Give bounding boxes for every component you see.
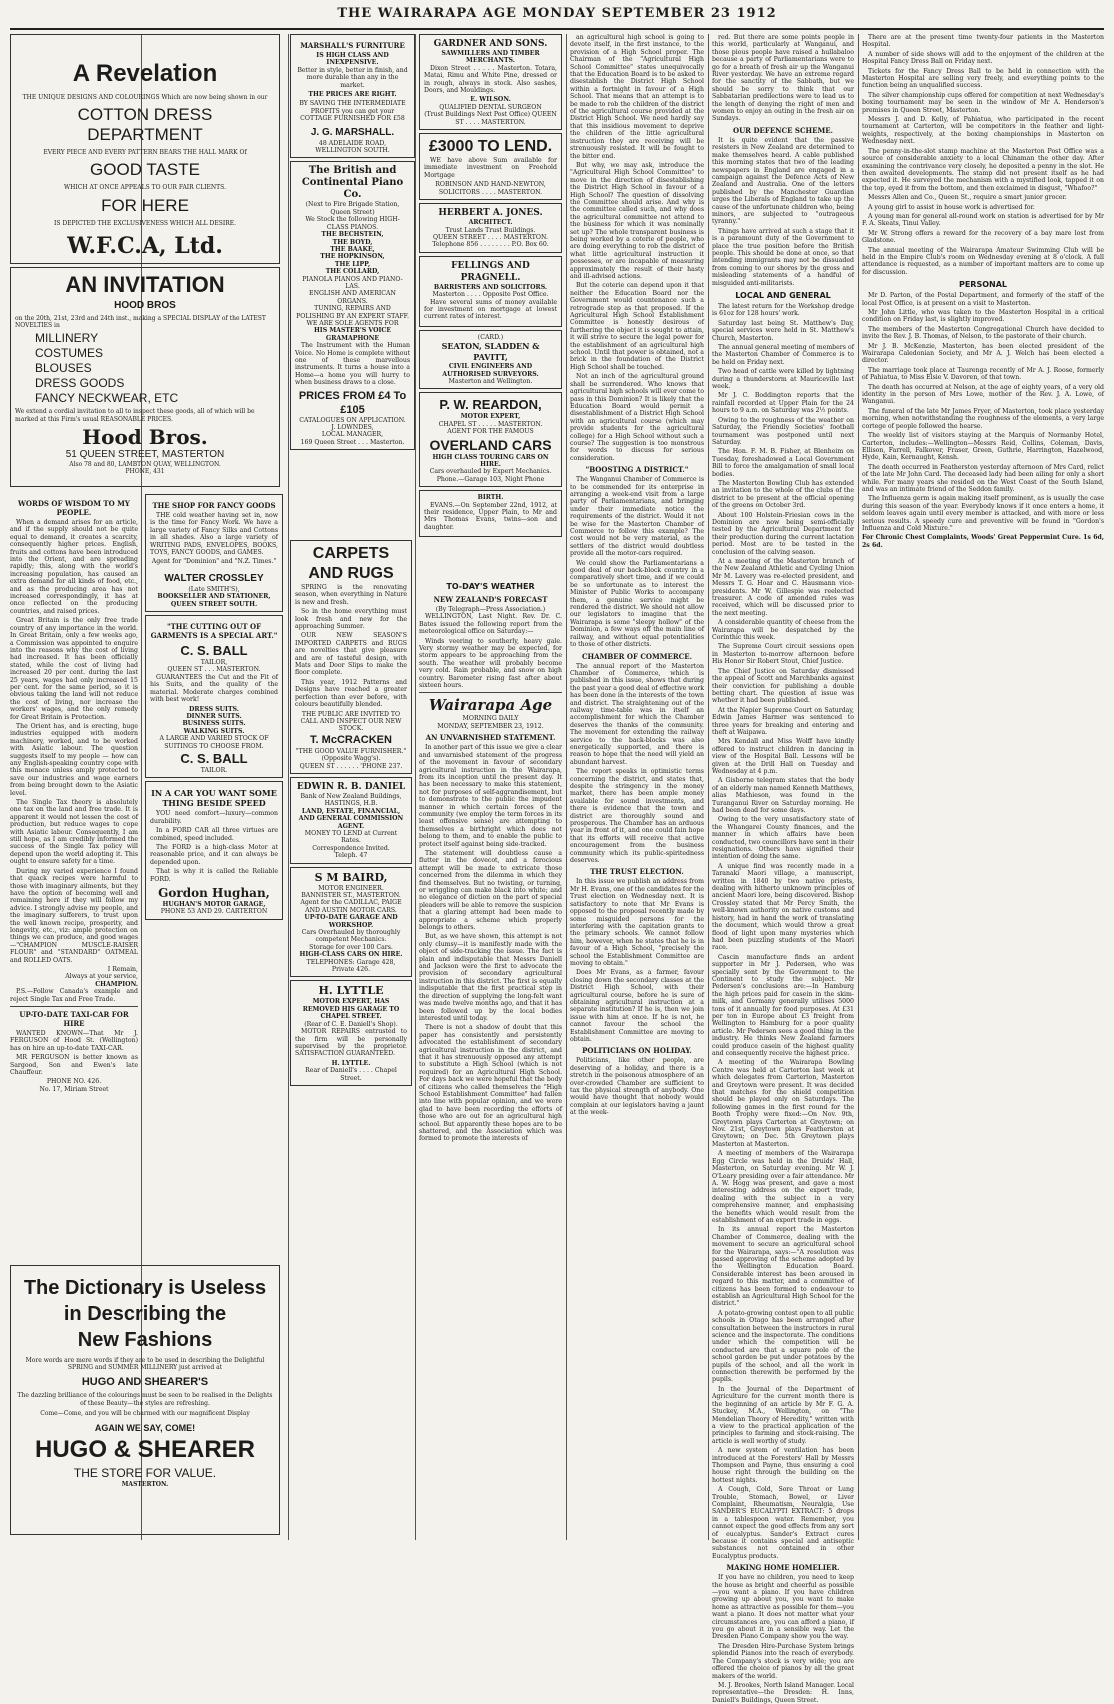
reardon-addr: CHAPEL ST . . . . . MASTERTON. <box>438 420 543 428</box>
taxi-addr: No. 17, Miriam Street <box>39 1085 109 1093</box>
ball-tailor: TAILOR, <box>200 659 228 667</box>
piano-body: The Instrument with the Human Voice. No Home is complete without one of these marvellous instruments. It turns a house into a Home—a home you will hurry to when business draws to a close. <box>295 342 410 387</box>
fancy-late: (Late SMITH'S), <box>188 585 240 593</box>
news-item: A young man for general all-round work on station is advertised for by Mr F. A. Skeats, Tinui Valley. <box>862 212 1104 228</box>
reardon-ad <box>419 392 562 487</box>
news-item: Mrs Kendall and Miss Wolff have kindly offered to instruct children in dancing in view of the Hospital Ball. Lessons will be given at the Drill Hall on Tuesday and Wednesday at 4 p.m. <box>712 738 854 775</box>
news-item: The Dresden Hire-Purchase System brings splendid Pianos into the reach of everybody. The Company's stock is very wide; you are offered the choice of pianos by all the great makers of the world. <box>712 1642 854 1680</box>
wisdom-sign: CHAMPION. <box>95 980 138 988</box>
lyttle-name: H. LYTTLE. <box>331 1059 371 1067</box>
gardner-title: GARDNER AND SONS. <box>433 39 548 49</box>
revelation-title: A Revelation <box>72 60 218 87</box>
carpets-body: SPRING is the renovating season, when everything in Nature is new and fresh. <box>295 584 407 606</box>
news-item: The Supreme Court circuit sessions open in Masterton to-morrow afternoon before His Honor Sir Robert Stout, Chief Justice. <box>712 643 854 666</box>
news-item: Two head of cattle were killed by lightning during a thunderstorm at Mauriceville last week. <box>712 368 854 391</box>
marshall-title: MARSHALL'S FURNITURE <box>300 41 405 50</box>
column-divider <box>566 34 567 1540</box>
dictionary-brand: HUGO & SHEARER <box>34 1436 256 1464</box>
news-item: A young girl to assist in house work is advertised for. <box>868 203 1035 211</box>
carpets-name: T. McCRACKEN <box>310 733 392 746</box>
car-body: In a FORD CAR all three virtues are combined, speed included. <box>150 827 278 842</box>
news-item: The annual meeting of the Wairarapa Amateur Swimming Club will be held in the Empire Club's room on Wednesday evening at 8 o'clock. A full attendance is requested, as a number of important matters are to come up for discussion. <box>862 246 1104 276</box>
taxi-title: UP-TO-DATE TAXI-CAR FOR HIRE <box>19 1010 129 1028</box>
jones-sub: ARCHITECT. <box>468 219 513 227</box>
taxi-body: WANTED KNOWN—That Mr J. FERGUSON of Hood St. (Wellington) has on hire an up-to-date TAXI-CAR. <box>10 1030 138 1052</box>
article-paragraph: But the coterie can depend upon it that neither the Education Board nor the Government would countenance such a retrograde step as that proposed. If the Agricultural High School Establishment Committee is honestly desirous of furthering the object it is sought to attain, it will strive to secure the legal power for the establishment of an agricultural high school. Until that power is obtained, not a brick in the foundation of the District High School shall be touched. <box>570 282 704 371</box>
local-general-heading: LOCAL AND GENERAL <box>735 291 831 300</box>
news-item: A meeting of members of the Wairarapa Egg Circle was held in the Druids' Hall, Masterton, on Saturday evening. Mr W. J. O'Leary presiding over a fair attendance. Mr A. W. Hogg was present, and gave a most interesting address on the export trade, dealing with the subject in a very comprehensive manner, and emphasising the benefits which would result from the establishment of an export trade in eggs. <box>712 1150 854 1224</box>
dictionary-title: The Dictionary is Useless <box>23 1277 267 1299</box>
invitation-item: DRESS GOODS <box>35 376 125 391</box>
news-item: In the Journal of the Department of Agriculture for the current month there is the beginning of an article by Mr F. G. A. Stuckey, M.A., Wellington, on "The Mendelian Theory of Heredity," written with a view to the practical application of the principles to farming and stock-raising. The article is well worthy of study. <box>712 1385 854 1445</box>
car-body: That is why it is called the Reliable FORD. <box>150 868 278 883</box>
news-item: The marriage took place at Taurenga recently of Mr A. J. Roose, formerly of Pahiatua, to Miss Elsie V. Davoren, of that town. <box>862 366 1104 382</box>
column-6 <box>712 34 854 1704</box>
news-item: A number of side shows will add to the enjoyment of the children at the Hospital Fancy Dress Ball on Friday next. <box>862 50 1104 66</box>
column-divider <box>858 34 859 1540</box>
news-item: Owing to the very unsatisfactory state of the Whangarei County finances, and the manner in which affairs have been conducted, two councillors have sent in their resignations. Others have signified their intention of doing the same. <box>712 816 854 861</box>
daniel-tel: Teleph. 47 <box>334 852 368 860</box>
divider <box>419 692 562 693</box>
dictionary-town: MASTERTON. <box>121 1481 169 1489</box>
reardon-body: HIGH CLASS TOURING CARS ON HIRE. <box>432 453 549 468</box>
lyttle-rear: (Rear of C. E. Daniell's Shop). <box>304 1020 398 1028</box>
piano-stock: We Stock the following HIGH-CLASS PIANOS. <box>305 216 400 231</box>
dictionary-body: More words are mere words if they are to be used in describing the Delightful SPRING and SUMMER MILLINERY just arrived at <box>25 1357 265 1372</box>
baird-sub: MOTOR ENGINEER. <box>318 884 384 892</box>
news-item: A considerable quantity of cheese from the Wairarapa will be despatched by the Corinthic this week. <box>712 619 854 642</box>
reardon-agent: AGENT FOR THE FAMOUS <box>447 428 534 436</box>
baird-ad <box>290 867 412 978</box>
ball-body: GUARANTEES the Cut and the Fit of his Suits, and the quality of the material. Moderate charges combined with best work! <box>150 673 278 704</box>
piano-line: HIS MASTER'S VOICE GRAMAPHONE <box>313 327 392 342</box>
ball-tailor: TAILOR. <box>200 766 228 774</box>
article-paragraph: Politicians, like other people, are deserving of a holiday, and there is a stretch in the poisonous atmosphere of an over-crowded Chamber are sufficient to tax the physical strength of anybody. One would have thought that nobody would complain at our legislators having a jaunt at the week- <box>570 1057 704 1117</box>
marshall-line: BY SAVING THE INTERMEDIATE PROFITS you can get your COTTAGE FURNISHED FOR £58 <box>299 100 406 123</box>
gardner-body: Dixon Street . . . . . Masterton. Totara, Matai, Rimu and White Pine, dressed or in rough, always in stock. Also sashes, Doors, and Mouldings. <box>424 64 557 95</box>
weather-paragraph: WELLINGTON, Last Night. Rev. Dr. C. Bates issued the following report from the meteorological office on Saturday:— <box>419 613 562 636</box>
birth-title: BIRTH. <box>477 494 504 502</box>
wisdom-sign: Always at your service, <box>65 973 138 981</box>
revelation-sub: THE UNIQUE DESIGNS AND COLOURINGS Which are now being shown in our <box>22 94 268 101</box>
news-item: The death has occurred at Nelson, at the age of eighty years, of a very old identity in the person of Mrs Lowe, mother of the Rev. J. A. Lowe, of Wanganui. <box>862 383 1104 406</box>
dictionary-shop: HUGO AND SHEARER'S <box>81 1376 209 1389</box>
article-heading: "BOOSTING A DISTRICT." <box>585 465 689 475</box>
article-heading: THE TRUST ELECTION. <box>590 867 684 877</box>
seaton-ad <box>419 330 562 390</box>
dictionary-again: AGAIN WE SAY, COME! <box>94 1423 196 1434</box>
carpets-tag: "THE GOOD VALUE FURNISHER." <box>295 747 407 755</box>
news-item: The Masterton Bowling Club has extended an invitation to the whole of the clubs of the district to be present at the official opening of the greens on October 3rd. <box>712 479 854 510</box>
editorial-paragraph: There is not a shadow of doubt that this paper has consistently and persistently advocated the establishment of secondary agricultural instruction in the district, and that it has strenuously opposed any attempt to substitute a High School (which is not required) for an Agricultural High School. For days back we were hopeful that the body of citizens who called themselves the "High School Establishment Committee" had fallen into line with popular opinion, and we were glad to have been recording the efforts of those who are out for an agricultural high school. But apparently these hopes are to be shattered, and the Association which was formed to promote the interests of <box>419 1024 562 1143</box>
news-item: For Chronic Chest Complaints, Woods' Great Peppermint Cure. 1s 6d, 2s 6d. <box>862 534 1104 549</box>
piano-title: The British and Continental Piano Co. <box>301 165 404 201</box>
piano-line: WE ARE SOLE AGENTS FOR <box>306 319 399 327</box>
pragnell-ad <box>419 256 562 327</box>
news-item: At a meeting of the Masterton branch of the New Zealand Athletic and Cycling Union Mr M. Lavery was re-elected president, and Messrs T. G. Hoar and C. Hausmann vice-presidents. Mr W. Gillespie was reelected treasurer. A code of amended rules was received, which will be discussed prior to the next meeting. <box>712 558 854 617</box>
column-divider <box>415 34 416 1540</box>
piano-ad <box>290 161 415 450</box>
news-item: A meeting of the Wairarapa Bowling Centre was held at Carterton last week at which delegates from Carterton, Masterton and Greytown were present. It was decided that matches for the shield competition should be played only on Saturdays. The following games in the first round for the Booth Trophy were fixed:—On Nov. 9th, Greytown plays Carterton at Greytown; on Nov. 21st, Greytown plays Featherston at Greytown; on Dec. 5th Greytown plays Masterton at Masterton. <box>712 1059 854 1148</box>
daniel-money: MONEY TO LEND at Current Rates. <box>304 829 398 845</box>
personal-heading: PERSONAL <box>958 280 1008 290</box>
article-paragraph: The annual report of the Masterton Chamber of Commerce, which is published in this issue, shows that during the past year a good deal of effective work has been done in the interests of the town and district. The straightening out of the railway time-table was in itself an accomplishment for which the Chamber deserves the thanks of the community. The movement for extending the railway service to the back-blocks was also energetically supported, and there is reason to hope that the need will yield an abundant harvest. <box>570 662 704 766</box>
news-item: About 100 Holstein-Friesian cows in the Dominion are now being semi-officially tested by the Agricultural Department for their production during the current lactation period. Most are to be tested in the conclusion of the calving season. <box>712 511 854 556</box>
dictionary-title: New Fashions <box>77 1329 213 1351</box>
car-name: Gordon Hughan, <box>158 886 270 900</box>
revelation-line: WHICH AT ONCE APPEALS TO OUR FAIR CLIENTS. <box>64 184 226 192</box>
wisdom-paragraph: During my varied experience I found that quack recipes were harmful to those with imaginary ailments, but they have the option of becoming well and remaining here if they will follow my advice. I strongly advise my people, and the imaginary sufferers, to trust upon the well known recipe, prosperity, and longevity, etc., viz: ample protection on things we can produce, and good wages—"CHAMPION MUSCLE-RAISER FLOUR" and "STANDARD" OATMEAL and ROLLED OATS. <box>10 867 138 964</box>
column-divider <box>288 34 289 1540</box>
daniel-sub: Bank of New Zealand Buildings, <box>300 792 402 800</box>
piano-brand: THE HOPKINSON, <box>320 253 385 261</box>
column-4 <box>419 578 562 1540</box>
news-item: The death occurred in Featherston yesterday afternoon of Mrs Card, relict of the late Mr John Card. The deceased lady had been ailing for only a short while. For many years she resided on the West Coast of the South Island, and was an intimate friend of the Seddon family. <box>862 463 1104 493</box>
article-heading: CHAMBER OF COMMERCE. <box>581 651 693 661</box>
ball-line: DINNER SUITS. <box>186 712 242 720</box>
news-item: Mr J. C. Boddington reports that the rainfall recorded at Upper Plain for the 24 hours to 9 a.m. on Saturday was 2½ points. <box>712 392 854 415</box>
article-paragraph: Does Mr Evans, as a farmer, favour closing down the secondary classes at the District High School, with their agricultural course, before he is sure of obtaining agricultural instruction at a separate institution? If he is, then we join issue with him at once. If he is not, he cannot favour the school the Establishment Committee are moving to obtain. <box>570 969 704 1043</box>
fancy-title: THE SHOP FOR FANCY GOODS <box>152 501 276 510</box>
news-item: The Hon. F. M. B. Fisher, at Blenheim on Tuesday, foreshadowed a Local Government Bill to force the amalgamation of small local bodies. <box>712 448 854 478</box>
news-item: The members of the Masterton Congregational Church have decided to invite the Rev. J. B. Thomas, of Nelson, to the pastorate of their church. <box>862 325 1104 341</box>
marshall-line: Better in style, better in finish, and more durable than any in the market. <box>297 66 408 89</box>
column-3-lower <box>290 540 412 1540</box>
column-2b <box>290 34 415 534</box>
news-item: If you have no children, you need to keep the house as bright and cheerful as possible—you want a piano. If you have children growing up about you, you want to make home as attractive as possible for them—you want a piano. It does not matter what your circumstances are, you can afford a piano, if you go about it in a sensible way. Let the Dresden Piano Company show you the way. <box>712 1574 854 1641</box>
news-item: The penny-in-the-slot stamp machine at the Masterton Post Office was a source of considerable anxiety to a local Chinaman the other day. After examining the contrivance very closely, he deposited a penny in the slot. He then awaited developments. The stamp did not present itself as he had expected it. He surveyed the mechanism with a mystified look, tapped it on the top, eyed it from the bottom, and then exclaimed in disgust, "Whafoo?" <box>862 147 1104 192</box>
piano-mgr2: LOCAL MANAGER, <box>321 431 384 439</box>
carpets-body: OUR NEW SEASON'S IMPORTED CARPETS and RUGS are novelties that give pleasure and are of tasteful design, with Mats and Door Slips to make the floor complete. <box>295 632 407 677</box>
jones-title: HERBERT A. JONES. <box>438 208 543 219</box>
dictionary-tag: THE STORE FOR VALUE. <box>73 1466 217 1481</box>
taxi-phone: PHONE NO. 426. <box>46 1078 102 1086</box>
reardon-phone: Phone.—Garage 103, Night Phone <box>436 475 545 483</box>
invitation-item: FANCY NECKWEAR, ETC <box>35 391 179 406</box>
article-paragraph: an agricultural high school is going to devote itself, in the first instance, to the provision of a High School proper. The Chairman of the "Agricultural High School Committee" states unequivocally that the Education Board is to be asked to disestablish the District High School within a fortnight in favour of a High School. That means that an attempt is to be made to rob the children of the district of the agricultural course provided at the District High School. We need hardly say that this insidious movement to deprive the children of the little agricultural instruction they are receiving will be strenuously resisted. It will be fought to the bitter end. <box>570 34 704 160</box>
pragnell-body: Have several sums of money available for investment on mortgage at lowest current rates of interest. <box>424 298 557 321</box>
carpets-opp: (Opposite Wagg's). <box>321 755 381 763</box>
piano-mgr: J. LOWNDES, <box>331 424 374 432</box>
marshall-ad <box>290 34 415 158</box>
ball-title: "THE CUTTING OUT OF GARMENTS IS A SPECIAL ART." <box>150 622 278 641</box>
carpets-body: So in the home everything must look fresh and new for the approaching Summer. <box>295 608 407 631</box>
baird-tel: TELEPHONES: Garage 428, Private 426. <box>306 958 396 974</box>
daniel-corr: Correspondence Invited. <box>312 844 390 852</box>
article-heading: OUR DEFENCE SCHEME. <box>732 125 833 135</box>
car-phone: PHONE 53 AND 29. CARTERTON <box>160 908 268 916</box>
invitation-note: We extend a cordial invitation to all to inspect these goods, all of which will be marked at this Firm's usual REASONABLE PRICES. <box>15 408 255 423</box>
revelation-brand: W.F.C.A, Ltd. <box>67 232 223 259</box>
reardon-car: OVERLAND CARS <box>429 436 552 453</box>
article-paragraph: But why, we may ask, introduce the "Agricultural High School Committee" to move in the direction of disestablishing the District High School in favour of a High School? The question of dissolving the Committee should arise. And why is the committee called such, and why does the agricultural committee not attend to the business for which it was nominally set up? The whole transparent business is being worked by a coterie of people, who are doing everything to rob the district of what little agricultural instruction it possesses, or are incapable of measuring approximately the result of their hasty and ill-advised actions. <box>570 161 704 280</box>
lyttle-addr: Rear of Daniell's . . . . Chapel Street. <box>305 1067 397 1082</box>
dictionary-body: Come—Come, and you will be charmed with our magnificent Display <box>40 1409 250 1417</box>
news-item: Mr D. Parton, of the Postal Department, and formerly of the staff of the local Post Office, is at present on a visit to Masterton. <box>862 292 1104 307</box>
dictionary-body: The dazzling brilliance of the colourings must be seen to be realised in the Delights of these Beauty—the styles are refreshing. <box>17 1392 273 1407</box>
article-heading: MAKING HOME HOMELIER. <box>726 1563 840 1573</box>
baird-addr: BANNISTER ST., MASTERTON. <box>301 892 401 899</box>
carpets-invite: THE PUBLIC ARE INVITED TO CALL AND INSPECT OUR NEW STOCK. <box>300 710 402 733</box>
piano-cat: CATALOGUES ON APPLICATION. <box>299 416 406 424</box>
fancy-goods-ad <box>145 494 283 612</box>
jones-body: Trust Lands Trust Buildings. <box>445 226 536 234</box>
seaton-card: (CARD.) <box>477 333 504 341</box>
marshall-name: J. G. MARSHALL. <box>310 126 395 138</box>
piano-pianola: PIANOLA PIANOS AND PIANO-LAS. <box>302 275 403 290</box>
news-item: Owing to the roughness of the weather on Saturday, the Friendly Societies' football tournament was postponed until next Saturday. <box>712 416 854 446</box>
jones-addr: QUEEN STREET . . . . MASTERTON. <box>432 233 548 241</box>
pragnell-addr: Masterton . . . . Opposite Post Office. <box>432 291 549 299</box>
invitation-title: AN INVITATION <box>65 272 225 297</box>
news-item: At the Napier Supreme Court on Saturday, Edwin James Harmer was sentenced to three years for breaking and entering and theft at Waipawa. <box>712 706 854 736</box>
article-paragraph: Things have arrived at such a stage that it is a paramount duty of the Government to place the true position before the British people. This should be done at once, so that intending immigrants may not be dissuaded from coming to our shores by the gross and misleading statements of a handful of misguided anti-militarists. <box>712 227 854 287</box>
invitation-intro: on the 20th, 21st, 23rd and 24th inst., making a SPECIAL DISPLAY of the LATEST NOVELTIES in <box>15 315 266 330</box>
ball-line: DRESS SUITS. <box>189 705 239 713</box>
carpets-title: CARPETS AND RUGS <box>308 545 394 582</box>
lend-ad <box>419 133 562 200</box>
daniel-title: EDWIN R. B. DANIEL <box>296 781 406 792</box>
article-paragraph: Not an inch of the agricultural ground shall be surrendered. Who knows that agricultural high schools will ever come to pass in this Dominion? It is likely that the Education Board would permit a disestablishment of a District High School with an agricultural course (which may provide students for the agricultural college) for a High School without such a course? The suggestion is too monstrous for words to discuss for serious consideration. <box>570 373 704 462</box>
ball-ad <box>145 615 283 778</box>
lend-firm: ROBINSON AND HAND-NEWTON, SOLICITORS . . . . MASTERTON. <box>435 181 546 196</box>
weather-paragraph: Winds veering to southerly, heavy gale. Very stormy weather may be expected, for storm appears to be approaching from the south. The weather will probably become very cold. Rain probable, and snow on high country. Barometer rising fast after about sixteen hours. <box>419 637 562 690</box>
article-paragraph: The Wanganui Chamber of Commerce is to be commended for its enterprise in arranging a week-end visit from a large party of Parliamentarians, and bringing under their immediate notice the requirements of the district. Would it not be wise for the Masterton Chamber of Commerce to follow this example? The cost would not be very material, as the settlers of the district would doubtless provide all the motor-cars required. <box>570 476 704 558</box>
news-item: Tickets for the Fancy Dress Ball to be held in connection with the Masterton Hospital are selling very freely, and everything points to the function being an unqualified success. <box>862 67 1104 90</box>
news-item: Mr W. Strong offers a reward for the recovery of a bay mare lost from Gladstone. <box>862 229 1104 245</box>
ball-name: C. S. BALL <box>180 643 248 659</box>
lyttle-ad <box>290 980 412 1085</box>
news-item: The latest return for the Workshop dredge is 61oz for 128 hours' work. <box>712 303 854 318</box>
pragnell-sub: BARRISTERS AND SOLICITORS. <box>433 283 548 291</box>
piano-addr: 169 Queen Street . . . Masterton. <box>300 438 405 446</box>
dictionary-ad <box>10 1265 280 1535</box>
reardon-sub: MOTOR EXPERT, <box>460 413 521 421</box>
ford-ad <box>145 781 283 919</box>
piano-brand: THE BOYD, <box>332 238 373 246</box>
lend-body: WE have above Sum available for immediate investment on Freehold Mortgage <box>424 157 557 179</box>
revelation-line: FOR HERE <box>101 195 189 215</box>
seaton-sub: CIVIL ENGINEERS AND AUTHORISED SURVEYORS. <box>442 363 539 378</box>
marshall-addr: 48 ADELAIDE ROAD, <box>318 139 387 147</box>
lend-title: £3000 TO LEND. <box>428 138 553 156</box>
wisdom-paragraph: When a demand arises for an article, and if the supply should not be quite equal to demand, it creates a scarcity, consequently higher prices. English, fruits and cottons have been introduced into the Orient, and are spreading rapidly; this, along with the world's increasing population, has caused an extra demand for all kinds of food, etc., and as the producing area has not increased correspondingly, it has at once reflected on the producing countries, and raised prices. <box>10 519 138 615</box>
lyttle-body: MOTOR REPAIRS entrusted to the firm will be personally supervised by the proprietor. SATISFACTION GUARANTEED. <box>295 1028 407 1058</box>
wisdom-paragraph: Great Britain is the only free trade country of any importance in the world. In Great Britain, only a few weeks ago, a Commission was appointed to enquire into the reasons why the cost of living had increased. It has been officially stated, while the cost of living had increased 20 per cent. during the last 25 years, wages had only increased 15 per cent. for the same period, so it is obvious taking the land will not reduce the cost of living, nor increase the workers' wages, and the only remedy for Great Britain is Protection. <box>10 617 138 721</box>
taxi-body: MR FERGUSON is better known as Sargood, Son and Ewen's late Chauffeur. <box>10 1054 138 1077</box>
piano-line: TUNING, REPAIRS AND POLISHING BY AN EXPERT STAFF. <box>296 305 409 320</box>
dictionary-title: in Describing the <box>63 1303 227 1325</box>
piano-brand: THE BECHSTEIN, <box>321 231 384 239</box>
birth-notice <box>419 490 562 537</box>
news-item: Cascin manufacture finds an ardent supporter in Mr J. Pedersen, who was specially sent by the Government to the Continent to study the subject. Mr Pedersen's conclusions are:—In Hamburg the high prices paid for casein in the skim-milk, and Germany generally utilises 5000 tons of it annually for food purposes. At £31 per ton in Europe about £3 freight from Wellington to Hamburg for a poor quality article. Mr Pedersen sees a good thing in the industry. He thinks New Zealand farmers could produce casein of the highest quality and consequently receive the highest price. <box>712 953 854 1057</box>
gardner-ad <box>419 34 562 130</box>
piano-line: ENGLISH AND AMERICAN ORGANS. <box>309 290 396 305</box>
column-7 <box>862 34 1104 1540</box>
baird-agent: Agent for the CADILLAC, PAIGE AND AUSTIN MOTOR CARS. <box>300 899 402 914</box>
news-item: A Cough, Cold, Sore Throat or Lung Trouble, Stomach, Bowel, or Liver Complaint, Rheumatism, Neuralgia, Use SANDER'S EUCALYPTI EXTRACT: 5 drops in a tablespoon water. Remember, you cannot expect the good effects from any sort of eucalyptus. Sander's Extract cures because it contains special and antiseptic substances not contained in other Eucalyptus products. <box>712 1486 854 1560</box>
car-title: IN A CAR YOU WANT SOME THING BESIDE SPEED <box>151 788 277 809</box>
news-item: A unique find was recently made in a Taranaki Maori village, a manuscript, written in 1840 by two native priests, dealing with hitherto unknown principles of ancient Maori lore, being discovered. Bishop Crossley stated that Mr Percy Smith, the well-known authority on native customs and history, had in hand the work of translating the document, which would throw a great flood of light upon many mysteries which had been puzzling students of the Maori race. <box>712 862 854 952</box>
news-item: The Influenza germ is again making itself prominent, as is usually the case during this season of the year. Everybody knows if it once enters a home, it seldom leaves again until every member is attacked, and with more or less serious results. A speedy cure and preventive will be found in "Gordon's Influenza and Cold Mixture." <box>862 495 1104 532</box>
masthead-rule <box>10 28 1104 30</box>
masthead-title: THE WAIRARAPA AGE MONDAY SEPTEMBER 23 1912 <box>337 6 777 21</box>
marshall-town: WELLINGTON SOUTH. <box>315 147 390 155</box>
lyttle-sub: MOTOR EXPERT, HAS REMOVED HIS GARAGE TO CHAPEL STREET. <box>302 998 400 1021</box>
carpets-addr: QUEEN ST . . . . . . 'PHONE 237. <box>299 762 403 770</box>
column-divider <box>708 34 709 1540</box>
news-item: Messrs J. and D. Kelly, of Pahiatua, who participated in the recent tournament at Carterton, will be competitors in the feather and light-weights, respectively, at the boxing championships in Masterton on Wednesday next. <box>862 116 1104 146</box>
article-paragraph: In this issue we publish an address from Mr H. Evans, one of the candidates for the Trust election on Wednesday next. It is satisfactory to note that Mr Evans is opposed to the proposal recently made by some misguided persons for the interfering with the capitation grants to the primary schools. We cannot follow him, however, when he states that he is in favour of a High School, "precisely the school the Establishment Committee are moving to obtain." <box>570 878 704 967</box>
paper-date: MONDAY, SEPTEMBER 23, 1912. <box>437 722 544 730</box>
lyttle-title: H. LYTTLE <box>318 984 384 998</box>
baird-body: Storage for over 100 Cars. <box>309 943 393 951</box>
news-item: The funeral of the late Mr James Fryer, of Masterton, took place yesterday morning, when notwithstanding the roughness of the elements, a very large cortege of people followed the hearse. <box>862 407 1104 430</box>
revelation-line: COTTON DRESS <box>77 105 213 125</box>
article-heading: POLITICIANS ON HOLIDAY. <box>582 1046 692 1056</box>
daniel-body: LAND, ESTATE, FINANCIAL, AND GENERAL COMMISSION AGENT. <box>298 807 404 830</box>
ball-stock: A LARGE AND VARIED STOCK OF SUITINGS TO CHOOSE FROM. <box>159 735 269 750</box>
revelation-line: EVERY PIECE AND EVERY PATTERN BEARS THE HALL MARK Of <box>43 149 247 157</box>
ball-addr: QUEEN ST . . . MASTERTON. <box>167 666 261 674</box>
news-item: The weekly list of visitors staying at the Marquis of Normanby Hotel, Carterton, includes:—Wellington—Messrs Reid, Collins, Coleman, Davis, Ellison, Farrell, Falkover, Fraser, Green, Guthrie, Harrington, Hazelwood, Hyde, Kain, Kernaught, Kensh. <box>862 432 1104 462</box>
car-body: YOU need comfort—luxury—common durability. <box>150 810 278 825</box>
wilson-addr: (Trust Buildings Next Post Office) QUEEN ST . . . . MASTERTON. <box>424 111 557 126</box>
news-item: Saturday last being St. Matthew's Day, special services were held in St. Matthew's Church, Masterton. <box>712 319 854 342</box>
column-5 <box>570 34 704 1540</box>
invitation-brand: Hood Bros. <box>82 424 208 449</box>
news-item: The Chief Justice on Saturday dismissed the appeal of Scott and Marchbanks against their conviction for publishing a double betting chart. The question at issue was whether it had been published. <box>712 667 854 705</box>
baird-body: Cars Overhauled by thoroughly competent Mechanics. <box>301 929 401 944</box>
invitation-addr: 51 QUEEN STREET, <box>65 448 160 460</box>
marshall-line: IS HIGH CLASS AND INEXPENSIVE. <box>316 52 389 67</box>
weather-src: (By Telegraph—Press Association.) <box>435 606 546 613</box>
daniel-ad <box>290 777 412 864</box>
news-item: In its annual report the Masterton Chamber of Commerce, dealing with the movement to secure an agricultural school for the Wairarapa, says:—"A resolution was passed approving of the scheme adopted by the Wellington Education Board. Considerable interest has been aroused in regard to this matter, and a committee of citizens has been formed to endeavour to establish an Agricultural High School for the district." <box>712 1226 854 1308</box>
wilson-name: E. WILSON. <box>470 96 511 104</box>
marshall-line: THE PRICES ARE RIGHT. <box>308 91 397 99</box>
paper-title: Wairarapa Age <box>428 696 553 715</box>
article-paragraph: It is quite evident that the passive resisters in New Zealand are determined to make themselves heard. A cable published this morning states that two of the leading newspapers in England are engaged in a campaign against the Defence Acts of New Zealand and Australia. One of the letters published by the Manchester Guardian urges the Liberals of England to take up the cause of the unfortunate children who, being minors, are subjected to "outrageous tyranny." <box>712 136 854 226</box>
invitation-item: COSTUMES <box>35 346 104 361</box>
news-item: Messrs Allen and Co., Queen St., require a smart junior grocer. <box>868 194 1067 202</box>
article-paragraph: red. But there are some points people in this world, particularly at Wanganui, and those pious people have raised a hullabaloo because a party of Parliamentarians were to go for a breath of fresh air up the Wanganui River yesterday. We have an extreme regard for the sanctity of the Sabbath, but we should be sorry to think that our Sabbatarian predilections were to lead us to the length of denying the right of men and women to enjoy an outing in the fresh air on Sundays. <box>712 34 854 123</box>
car-garage: HUGHAN'S MOTOR GARAGE, <box>162 901 266 908</box>
paper-sub: MORNING DAILY <box>462 715 519 723</box>
wisdom-ps: P.S.—Follow Canada's example and reject Single Tax and Free Trade. <box>10 988 138 1003</box>
news-item: A new system of ventilation has been introduced at the Foresters' Hall by Messrs Thompson and Payne, thus ensuring a cool house right through the building on the hottest nights. <box>712 1447 854 1484</box>
weather-heading: TO-DAY'S WEATHER <box>446 582 535 591</box>
baird-title: S M BAIRD, <box>314 870 388 884</box>
news-item: M. J. Brookes, North Island Manager. Local representative—the Dresden: H. Inns, Daniell's Buildings, Queen Street. <box>712 1681 854 1704</box>
piano-brand: THE LIPP, <box>334 260 371 268</box>
ball-name: C. S. BALL <box>180 750 248 766</box>
revelation-line: IS DEPICTED THE EXCLUSIVENESS WHICH ALL DESIRE. <box>53 219 237 227</box>
article-paragraph: We could show the Parliamentarians a good deal of our back-block country in a comparatively short time, and if we could be so unfortunate as to interest the Minister of Public Works to accompany them, a genuine service might be rendered the district. We should not allow our legislators to imagine that the Wairarapa is some "sleepy hollow" of the Dominion, a few ways off the main line of railway, and without equal potentialities to those of other districts. <box>570 559 704 649</box>
fancy-body: THE cold weather having set in, now is the time for Fancy Work. We have a large variety of Fancy Silks and Cottons in all shades. Also a large variety of WRITING PADS, ENVELOPES, BOOKS, TOYS, FANCY GOODS, and GAMES. <box>150 512 278 557</box>
seaton-addr: Masterton and Wellington. <box>448 377 533 385</box>
pragnell-title: FELLINGS AND PRAGNELL. <box>451 260 530 283</box>
daniel-town: HASTINGS, H.B. <box>324 800 378 808</box>
carpets-ad <box>290 540 412 774</box>
invitation-by: HOOD BROS <box>114 300 176 311</box>
wilson-surgeon: QUALIFIED DENTAL SURGEON <box>439 103 542 111</box>
wisdom-paragraph: The Single Tax theory is absolutely one tax on the land and free trade. It is apparent it would not lessen the cost of production, but reduce wages to cope with Asiatic labour. Consequently, I am still hope, as I am credibly informed the success of the Single Tax policy will depend upon the world adopting it. This ought to ensure safety for a time. <box>10 799 138 866</box>
invitation-item: MILLINERY <box>35 331 99 346</box>
revelation-line: DEPARTMENT <box>87 125 203 145</box>
piano-brand: THE BAAKE, <box>330 245 375 253</box>
news-item: A Gisborne telegram states that the body of an elderly man named Kenneth Matthews, alias Mathieson, was found in the Turanganui River on Saturday morning. He had been dead for some days. <box>712 777 854 814</box>
fancy-name: WALTER CROSSLEY <box>164 572 264 584</box>
piano-brand: THE COLLARD, <box>325 268 380 276</box>
baird-body: HIGH-CLASS CARS ON HIRE. <box>299 951 403 959</box>
editorial-paragraph: In another part of this issue we give a clear and unvarnished statement of the progress of the movement in favour of secondary agricultural instruction in the Wairarapa, from its inception until the present day. It has been necessary to make this statement, not for purposes of self-aggrandisement, but to demonstrate to the public the impudent manner in which certain forces of the community (we employ the term forces in its least offensive sense) are attempting to themselves a birthright which does not belong to them, and to enable the public to protect itself against being side-tracked. <box>419 744 562 848</box>
wisdom-title: WORDS OF WISDOM TO MY PEOPLE. <box>18 499 130 517</box>
invitation-town: MASTERTON <box>161 448 225 460</box>
reardon-title: P. W. REARDON, <box>439 397 542 413</box>
baird-body: UP-TO-DATE GARAGE AND WORKSHOP. <box>304 914 398 929</box>
editorial-paragraph: The statement will doubtless cause a flutter in the dovecot, and a ferocious attempt will be made to extricate those concerned from the dilemma in which they find themselves. But no twisting, or turning, or wriggling can make black into white; and no elegance of diction on the part of special pleaders will be able to remove the suspicion that a glaring attempt had been made to appropriate a scheme which properly belongs to others. <box>419 849 562 932</box>
editorial-paragraph: But, as we have shown, this attempt is not only clumsy—it is manifestly made with the object of side-tracking the issue. The fact is plain and indisputable that Messrs Daniell and Jackson were the first to advocate the provision of secondary agricultural instruction in this district. The first is equally indisputable that the first practical step in the direction of supplying the long-felt want was made twelve months ago, and that it has been followed up by the local bodies interested until today. <box>419 933 562 1022</box>
masthead <box>0 0 1114 30</box>
column-2 <box>145 34 283 1264</box>
weather-sub: NEW ZEALAND'S FORECAST <box>433 595 548 604</box>
ball-line: BUSINESS SUITS. <box>182 720 246 728</box>
ball-line: WALKING SUITS. <box>183 727 245 735</box>
wisdom-sign: I Remain, <box>107 965 138 973</box>
revelation-line: GOOD TASTE <box>90 160 200 180</box>
jones-ad <box>419 203 562 253</box>
car-body: The FORD is a high-class Motor at reasonable price, and it can always be depended upon. <box>150 843 278 866</box>
invitation-item: BLOUSES <box>35 361 92 376</box>
invitation-phone: PHONE, 431 <box>125 468 165 476</box>
news-item: The annual general meeting of members of the Masterton Chamber of Commerce is to be held on Friday next. <box>712 344 854 366</box>
fancy-trade: BOOKSELLER AND STATIONER, QUEEN STREET SOUTH. <box>157 593 271 608</box>
birth-body: EVANS.—On September 22nd, 1912, at their residence, Upper Plain, to Mr and Mrs Thomas Evans, twins—son and daughter. <box>424 501 557 531</box>
carpets-body: This year, 1912 Patterns and Designs have reached a greater perfection than ever before, with colours beautifully blended. <box>295 678 407 709</box>
invitation-addr3: Also 78 and 80, LAMBTON QUAY, WELLINGTON. <box>69 460 221 468</box>
news-item: The silver championship cups offered for competition at next Wednesday's boxing tournament may be seen in the window of Mr A. Henderson's premises in Queen Street, Masterton. <box>862 91 1104 114</box>
piano-sub: (Next to Fire Brigade Station, Queen Street) <box>305 201 400 216</box>
wisdom-paragraph: The Orient has, and is erecting, huge industries equipped with modern machinery, worked, and to be worked with Asiatic labour. The question suggests itself to my people — how can any English-speaking country cope with this menace unless amply protected to save our industries and wage earners from being brought down to the Asiatic level. <box>10 722 138 797</box>
gardner-sub: SAWMILLERS AND TIMBER MERCHANTS. <box>441 50 540 65</box>
editorial-heading: AN UNVARNISHED STATEMENT. <box>425 733 556 743</box>
reardon-body: Cars overhauled by Expert Mechanics. <box>429 468 552 476</box>
seaton-title: SEATON, SLADDEN & PAVITT, <box>441 341 540 363</box>
news-item: There are at the present time twenty-four patients in the Masterton Hospital. <box>862 34 1104 49</box>
fancy-agent: Agent for "Dominion" and "N.Z. Times." <box>151 558 277 566</box>
column-3 <box>419 34 562 574</box>
jones-tel: Telephone 856 . . . . . . . . P.O. Box 60. <box>432 241 549 249</box>
piano-prices: PRICES FROM £4 To £105 <box>298 389 407 416</box>
news-item: Mr J. B. McKenzie, Masterton, has been elected president of the Wairarapa Caledonian Society, and Mr A. J. Welch has been elected a director. <box>862 342 1104 365</box>
divider <box>10 1006 138 1007</box>
news-item: Mr John Little, who was taken to the Masterton Hospital in a critical condition on Friday last, is slightly improved. <box>862 309 1104 324</box>
news-item: A potato-growing contest open to all public schools in Otago has been arranged after consultation between the instructors in rural science and the inspectorate. The conditions under which the competition will be conducted are that a square pole of the school garden be put under potatoes by the pupils of the school, and all the work in connection therewith be performed by the pupils. <box>712 1309 854 1384</box>
article-paragraph: The report speaks in optimistic terms concerning the district, and states that, despite the stringency in the money market, there has been ample money available for sound investments, and there is evidence that the town and district are thoroughly sound and prosperous. The Chamber has an arduous year in front of it, and one could fain hope that its efforts will receive that active encouragement from the business community which its public-spiritedness deserves. <box>570 768 704 865</box>
